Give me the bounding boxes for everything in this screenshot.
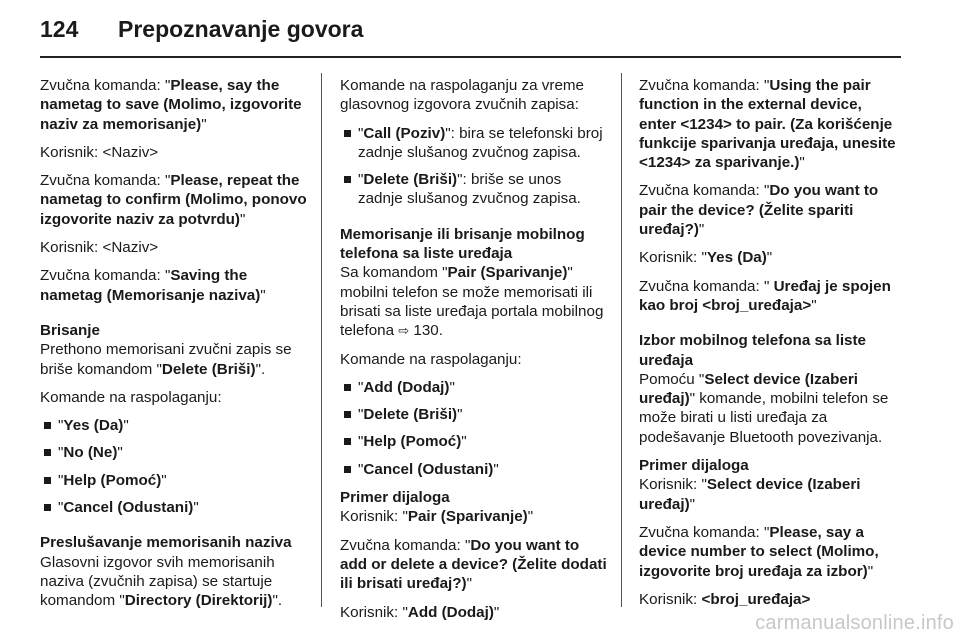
paragraph: Prethono memorisani zvučni zapis se briše komandom "Delete (Briši)". xyxy=(40,341,292,378)
paragraph: Korisnik: <Naziv> xyxy=(40,239,159,257)
section-heading: Memorisanje ili brisanje mobilnog telefona sa liste uređaja xyxy=(340,225,585,263)
column-3 xyxy=(639,76,901,618)
section-heading: Preslušavanje memorisanih naziva xyxy=(40,534,292,552)
command-list xyxy=(340,124,610,209)
paragraph: Zvučna komanda: "Please, repeat the nametag to confirm (Molimo, ponovo izgovorite naziv za potvrdu)" xyxy=(40,172,307,228)
page-header xyxy=(40,16,363,43)
list-item: "Help (Pomoć)" xyxy=(340,432,610,451)
page-reference[interactable]: 130. xyxy=(409,322,443,340)
list-item: "No (Ne)" xyxy=(40,443,312,462)
section-heading: Brisanje xyxy=(40,321,100,339)
paragraph: Zvučna komanda: "Do you want to pair the device? (Želite spariti uređaj?)" xyxy=(639,182,879,239)
paragraph: Sa komandom "Pair (Sparivanje)" mobilni telefon se može memorisati ili brisati sa liste uređaja portala mobilnog telefona ⇨ 130. xyxy=(340,264,604,340)
header-rule xyxy=(40,56,901,58)
paragraph: Korisnik: "Add (Dodaj)" xyxy=(340,603,500,621)
paragraph: Komande na raspolaganju: xyxy=(40,388,222,406)
list-item: "Delete (Briši)": briše se unos zadnje slušanog zvučnog zapisa. xyxy=(340,170,610,209)
page-title: Prepoznavanje govora xyxy=(118,16,364,42)
paragraph: Zvučna komanda: "Please, say a device number to select (Molimo, izgovorite broj uređaja za izbor)" xyxy=(639,523,879,580)
paragraph: Glasovni izgovor svih memorisanih naziva (zvučnih zapisa) se startuje komandom "Directory (Direktorij)". xyxy=(40,553,283,610)
paragraph: Komande na raspolaganju: xyxy=(340,350,522,368)
list-item: "Add (Dodaj)" xyxy=(340,378,610,397)
list-item: "Help (Pomoć)" xyxy=(40,471,312,490)
column-2 xyxy=(340,76,610,631)
paragraph: Korisnik: "Select device (Izaberi uređaj)" xyxy=(639,476,861,513)
list-item: "Yes (Da)" xyxy=(40,416,312,435)
watermark: carmanualsonline.info xyxy=(755,612,954,634)
column-divider-1 xyxy=(321,73,322,607)
paragraph: Komande na raspolaganju za vreme glasovnog izgovora zvučnih zapisa: xyxy=(340,77,584,114)
paragraph: Korisnik: "Yes (Da)" xyxy=(639,249,773,267)
command-list xyxy=(40,416,312,517)
arrow-icon: ⇨ xyxy=(398,323,410,339)
list-item: "Delete (Briši)" xyxy=(340,405,610,424)
paragraph: Korisnik: <Naziv> xyxy=(40,143,159,161)
paragraph: Zvučna komanda: "Please, say the nametag to save (Molimo, izgovorite naziv za memorisanje)" xyxy=(40,77,302,133)
paragraph: Zvučna komanda: "Using the pair function in the external device, enter <1234> to pair. (Za korišćenje funkcije sparivanja uređaja, unesite <1234> za sparivanje.)" xyxy=(639,77,896,172)
command-list xyxy=(340,378,610,479)
paragraph: Zvučna komanda: "Saving the nametag (Memorisanje naziva)" xyxy=(40,267,266,304)
paragraph: Korisnik: "Pair (Sparivanje)" xyxy=(340,508,534,526)
column-divider-2 xyxy=(621,73,622,607)
section-heading: Izbor mobilnog telefona sa liste uređaja xyxy=(639,332,866,369)
list-item: "Call (Poziv)": bira se telefonski broj zadnje slušanog zvučnog zapisa. xyxy=(340,124,610,163)
page-number: 124 xyxy=(40,16,79,42)
paragraph: Zvučna komanda: " Uređaj je spojen kao broj <broj_uređaja>" xyxy=(639,277,891,314)
paragraph: Pomoću "Select device (Izaberi uređaj)" komande, mobilni telefon se može birati u listi uređaja za podešavanje Bluetooth povezivanja. xyxy=(639,370,889,446)
list-item: "Cancel (Odustani)" xyxy=(40,498,312,517)
section-heading: Primer dijaloga xyxy=(340,489,450,507)
paragraph: Korisnik: <broj_uređaja> xyxy=(639,590,811,608)
paragraph: Zvučna komanda: "Do you want to add or delete a device? (Želite dodati ili brisati uređaj?)" xyxy=(340,536,607,593)
column-1 xyxy=(40,76,312,620)
list-item: "Cancel (Odustani)" xyxy=(340,460,610,479)
section-heading: Primer dijaloga xyxy=(639,457,749,475)
